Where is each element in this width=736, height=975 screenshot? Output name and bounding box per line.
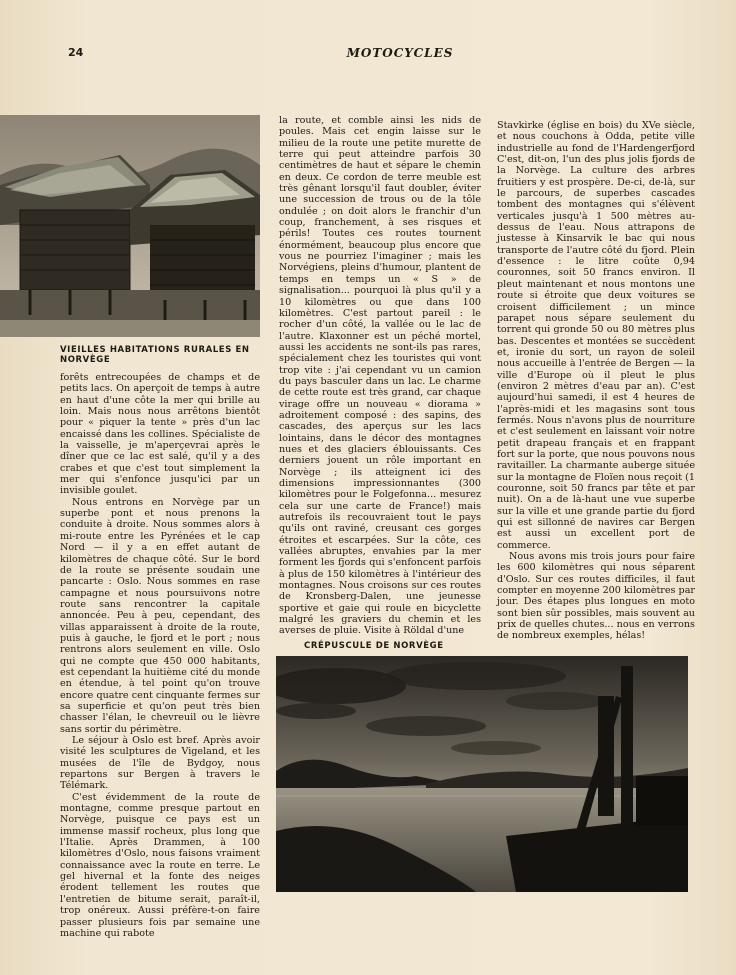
bottom-photo-caption: CRÉPUSCULE DE NORVÈGE (304, 641, 444, 651)
paragraph: C'est évidemment de la route de montagne, comme presque partout en Norvège, puisque ce pays est un immense massif rocheux, plus long que l'Italie. Après Drammen, à 100 kilomètres d'Oslo, nous faisons vraiment connaissance avec la route en terre. Le gel hivernal et la fonte des neiges érodent tellement les routes que l'entretien de bitume serait, paraît-il, trop onéreux. Aussi préfère-t-on faire passer plusieurs fois par semaine une machine qui rabote (60, 791, 260, 939)
text-column-2 (279, 115, 481, 637)
text-column-1 (60, 372, 260, 939)
norway-twilight-photo (276, 656, 688, 892)
paragraph: Nous avons mis trois jours pour faire les 600 kilomètres qui nous séparent d'Oslo. Sur ces routes difficiles, il faut compter en moyenne 200 kilomètres par jour. Des étapes plus longues en moto sont bien sûr possibles, mais souvent au prix de quelles chutes... nous en verrons de nombreux exemples, hélas! (497, 551, 695, 642)
text-column-3 (497, 120, 695, 642)
paragraph: forêts entrecoupées de champs et de petits lacs. On aperçoit de temps à autre en haut d'une côte la mer qui brille au loin. Mais nous nous arrêtons bientôt pour « piquer la tente » près d'un lac encaissé dans les collines. Spécialiste de la vaisselle, je m'aperçevrai après le dîner que ce lac est salé, qu'il y a des crabes et que c'est tout simplement la mer qui s'enfonce jusqu'ici par un invisible goulet. (60, 372, 260, 497)
paragraph: Nous entrons en Norvège par un superbe pont et nous prenons la conduite à droite. Nous sommes alors à mi-route entre les Pyrénées et le cap Nord — il y a en effet autant de kilomètres de chaque côté. Sur le bord de la route se présente soudain une pancarte : Oslo. Nous sommes en rase campagne et nous poursuivons notre route sans rencontrer la capitale annoncée. Peu à peu, cependant, des villas apparaissent à droite de la route, puis à gauche, le fjord et le port ; nous rentrons alors seulement en ville. Oslo qui ne compte que 450 000 habitants, est cependant la huitième cité du monde en étendue, à tel point qu'on trouve encore quatre cent cinquante fermes sur sa superficie et qu'on peut très bien chasser l'élan, le chevreuil ou le lièvre sans sortir du périmètre. (60, 496, 260, 735)
paragraph: la route, et comble ainsi les nids de poules. Mais cet engin laisse sur le milieu de la route une petite murette de terre qui peut atteindre parfois 30 centimètres de haut et sépare le chemin en deux. Ce cordon de terre meuble est très gênant lorsqu'il faut doubler, éviter une succession de trous ou de la tôle ondulée ; on doit alors le franchir d'un coup, franchement, à ses risques et périls! Toutes ces routes tournent énormément, beaucoup plus encore que vous ne pourriez l'imaginer ; mais les Norvégiens, pleins d'humour, plantent de temps en temps un « S » de signalisation... pourquoi là plus qu'il y a 10 kilomètres ou que dans 100 kilomètres. C'est partout pareil : le rocher d'un côté, la vallée ou le lac de l'autre. Klaxonner est un péché mortel, aussi les accidents ne sont-ils pas rares, spécialement chez les touristes qui vont trop vite : j'ai cependant vu un camion du pays basculer dans un lac. Le charme de cette route est très grand, car chaque virage offre un nouveau « diorama » adroitement composé : des sapins, des cascades, des aperçus sur les lacs lointains, dans le décor des montagnes nues et des glaciers éblouissants. Ces derniers jouent un rôle important en Norvège ; ils atteignent ici des dimensions impressionnantes (300 kilomètres pour le Folgefonna... mesurez cela sur une carte de France!) mais autrefois ils recouvraient tout le pays qu'ils ont raviné, creusant ces gorges étroites et escarpées. Sur la côte, ces vallées abruptes, envahies par la mer forment les fjords qui s'enfoncent parfois à plus de 150 kilomètres à l'intérieur des montagnes. Nous croisons sur ces routes de Kronsberg-Dalen, une jeunesse sportive et gaie qui roule en bicyclette malgré les graviers du chemin et les averses de pluie. Visite à Röldal d'une (279, 115, 481, 637)
top-photo-caption: VIEILLES HABITATIONS RURALES EN NORVÈGE (60, 345, 250, 365)
paragraph: Le séjour à Oslo est bref. Après avoir visité les sculptures de Vigeland, et les musées de l'île de Bydgoy, nous repartons sur Bergen à travers le Télémark. (60, 735, 260, 792)
rural-houses-photo (0, 115, 260, 337)
paragraph: Stavkirke (église en bois) du XVe siècle, et nous couchons à Odda, petite ville industrielle au fond de l'Hardengerfjord C'est, dit-on, l'un des plus jolis fjords de la Norvège. La culture des arbres fruitiers y est prospère. De-ci, de-là, sur le parcours, de superbes cascades tombent des montagnes qui s'élèvent verticales jusqu'à 1 500 mètres au-dessus de l'eau. Nous attrapons de justesse à Kinsarvik le bac qui nous transporte de l'autre côté du fjord. Plein d'essence : le litre coûte 0,94 couronnes, soit 50 francs environ. Il pleut maintenant et nous montons une route si étroite que deux voitures se croisent difficilement ; un mince parapet nous sépare seulement du torrent qui gronde 50 ou 80 mètres plus bas. Descentes et montées se succèdent et, ironie du sort, un rayon de soleil nous accueille à l'entrée de Bergen — la ville d'Europe où il pleut le plus (environ 2 mètres d'eau par an). C'est aujourd'hui samedi, il est 4 heures de l'après-midi et les magasins sont tous fermés. Nous n'avons plus de nourriture et c'est seulement en laissant voir notre petit drapeau français et en frappant fort sur la porte, que nous pouvons nous ravitailler. La charmante auberge située sur la montagne de Floïen nous reçoit (1 couronne, soit 50 francs par tête et par nuit). On a de là-haut une vue superbe sur la ville et une grande partie du fjord qui est sillonné de navires car Bergen est aussi un excellent port de commerce. (497, 120, 695, 551)
page-number: 24 (68, 46, 84, 59)
running-title: MOTOCYCLES (346, 46, 454, 60)
